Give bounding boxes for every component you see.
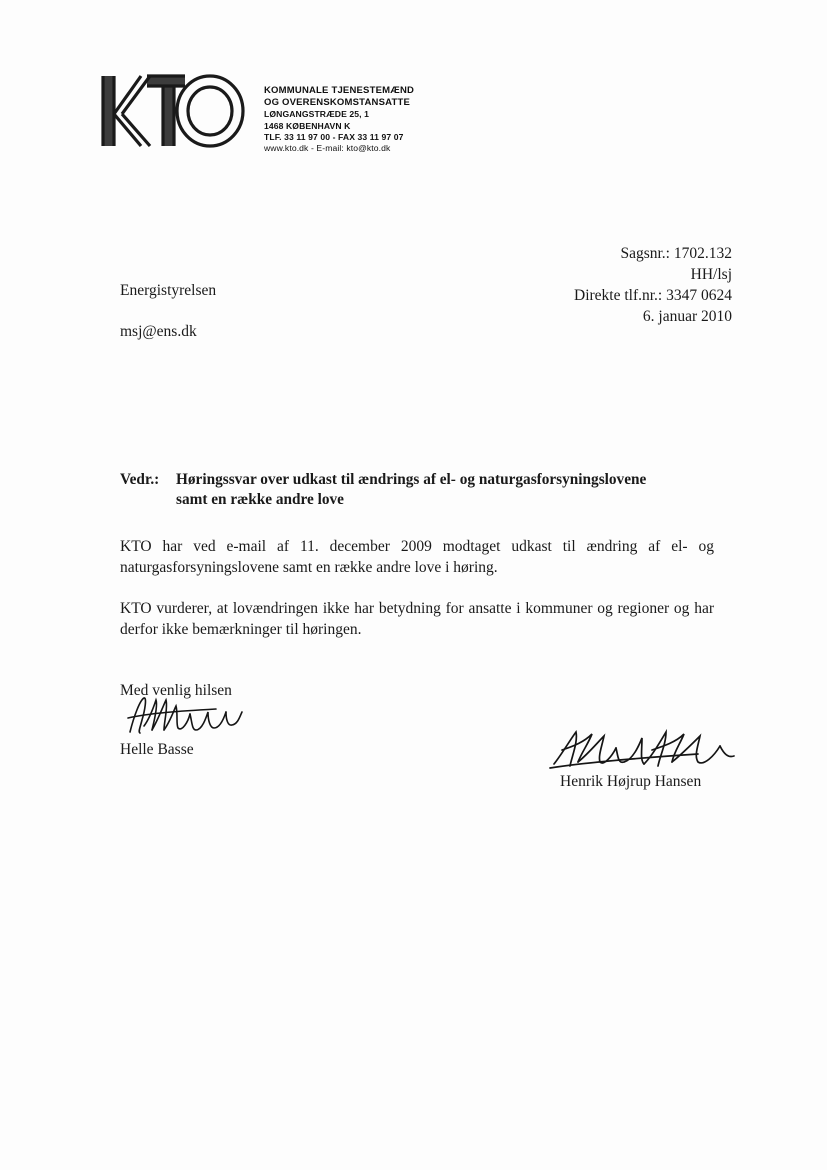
recipient-email: msj@ens.dk: [120, 323, 197, 340]
closing-line: Med venlig hilsen: [120, 682, 232, 699]
signature-name-left: Helle Basse: [120, 741, 194, 758]
subject-line-2: samt en række andre love: [176, 491, 344, 508]
handwritten-signature-icon: [548, 724, 798, 772]
direct-phone: Direkte tlf.nr.: 3347 0624: [574, 287, 732, 304]
org-web-email: www.kto.dk - E-mail: kto@kto.dk: [264, 142, 391, 153]
recipient-name: Energistyrelsen: [120, 282, 217, 299]
org-address-line2: 1468 KØBENHAVN K: [264, 120, 351, 131]
paragraph-2: KTO vurderer, at lovændringen ikke har betydning for ansatte i kommuner og regioner og har derfor ikke bemærkninger til høringen.: [120, 600, 714, 638]
recipient-block: [120, 280, 216, 342]
signature-block-left: [120, 692, 350, 760]
kto-logo-icon: [97, 70, 249, 152]
org-phone-fax: TLF. 33 11 97 00 - FAX 33 11 97 07: [264, 132, 404, 143]
signature-name-right: Henrik Højrup Hansen: [560, 773, 702, 790]
org-name-line2: OG OVERENSKOMSTANSATTE: [264, 96, 411, 108]
letterhead: [97, 70, 414, 154]
subject-label: Vedr.:: [120, 471, 160, 488]
letter-meta: [574, 243, 732, 327]
paragraph-1: KTO har ved e-mail af 11. december 2009 modtaget udkast til ændring af el- og naturgasforsyningslovene samt en række andre love i høring.: [120, 538, 714, 576]
org-name-line1: KOMMUNALE TJENESTEMÆND: [264, 85, 415, 96]
subject-line-1: Høringssvar over udkast til ændrings af el- og naturgasforsyningslovene: [176, 471, 647, 488]
signature-block-right: [548, 724, 798, 792]
letter-body: [120, 470, 714, 701]
org-info: [264, 70, 414, 154]
subject-block: [120, 470, 714, 510]
initials: HH/lsj: [690, 266, 732, 283]
letter-date: 6. januar 2010: [642, 308, 732, 325]
org-address-line1: LØNGANGSTRÆDE 25, 1: [264, 109, 370, 119]
case-number: Sagsnr.: 1702.132: [620, 245, 732, 262]
handwritten-signature-icon: [120, 692, 350, 740]
